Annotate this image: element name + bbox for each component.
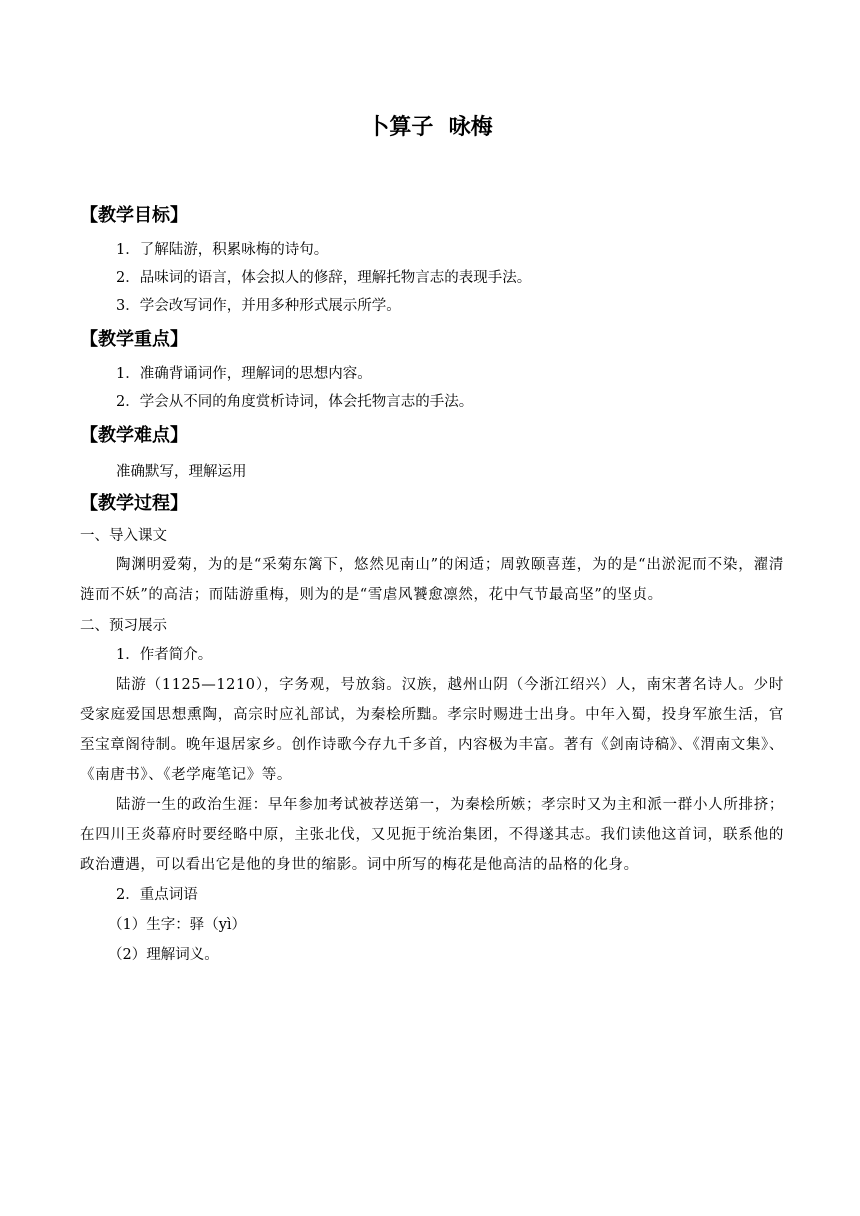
new-characters-line: （1）生字：驿（yì） — [108, 917, 247, 933]
key-point-item: 1．准确背诵词作，理解词的思想内容。 — [116, 366, 372, 382]
objective-item: 1．了解陆游，积累咏梅的诗句。 — [116, 242, 329, 258]
key-points-list — [80, 364, 784, 412]
objectives-list — [80, 240, 784, 316]
key-points-heading: 【教学重点】 — [80, 329, 188, 350]
intro-paragraph: 陶渊明爱菊，为的是“采菊东篱下，悠然见南山”的闲适；周敦颐喜莲，为的是“出淤泥而不染，濯清涟而不妖”的高洁；而陆游重梅，则为的是“雪虐风饕愈凛然，花中气节最高坚”的坚贞。 — [80, 557, 784, 603]
difficulties-heading: 【教学难点】 — [80, 425, 188, 446]
politics-paragraph: 陆游一生的政治生涯：早年参加考试被荐送第一，为秦桧所嫉；孝宗时又为主和派一群小人所排挤；在四川王炎幕府时要经略中原，主张北伐，又见扼于统治集团，不得遂其志。我们读他这首词，联系他的政治遭遇，可以看出它是他的身世的缩影。词中所写的梅花是他高洁的品格的化身。 — [80, 797, 784, 873]
key-point-item: 2．学会从不同的角度赏析诗词，体会托物言志的手法。 — [116, 394, 474, 410]
part2-title: 二、预习展示 — [80, 618, 167, 634]
objective-item: 2．品味词的语言，体会拟人的修辞，理解托物言志的表现手法。 — [116, 270, 532, 286]
process-heading: 【教学过程】 — [80, 493, 188, 514]
author-bio-paragraph: 陆游（1125—1210），字务观，号放翁。汉族，越州山阴（今浙江绍兴）人，南宋著名诗人。少时受家庭爱国思想熏陶，高宗时应礼部试，为秦桧所黜。孝宗时赐进士出身。中年入蜀，投身军旅生活，官至宝章阁待制。晚年退居家乡。创作诗歌今存九千多首，内容极为丰富。著有《剑南诗稿》、《渭南文集》、《南唐书》、《老学庵笔记》等。 — [80, 677, 784, 783]
difficulties-text: 准确默写，理解运用 — [116, 464, 247, 480]
objectives-heading: 【教学目标】 — [80, 205, 188, 226]
objective-item: 3．学会改写词作，并用多种形式展示所学。 — [116, 298, 401, 314]
author-intro-label: 1．作者简介。 — [116, 647, 213, 663]
part1-title: 一、导入课文 — [80, 528, 167, 544]
word-meaning-line: （2）理解词义。 — [108, 947, 219, 963]
document-body — [80, 200, 784, 970]
key-words-label: 2．重点词语 — [116, 887, 198, 903]
document-title: 卜算子 咏梅 — [367, 115, 493, 140]
